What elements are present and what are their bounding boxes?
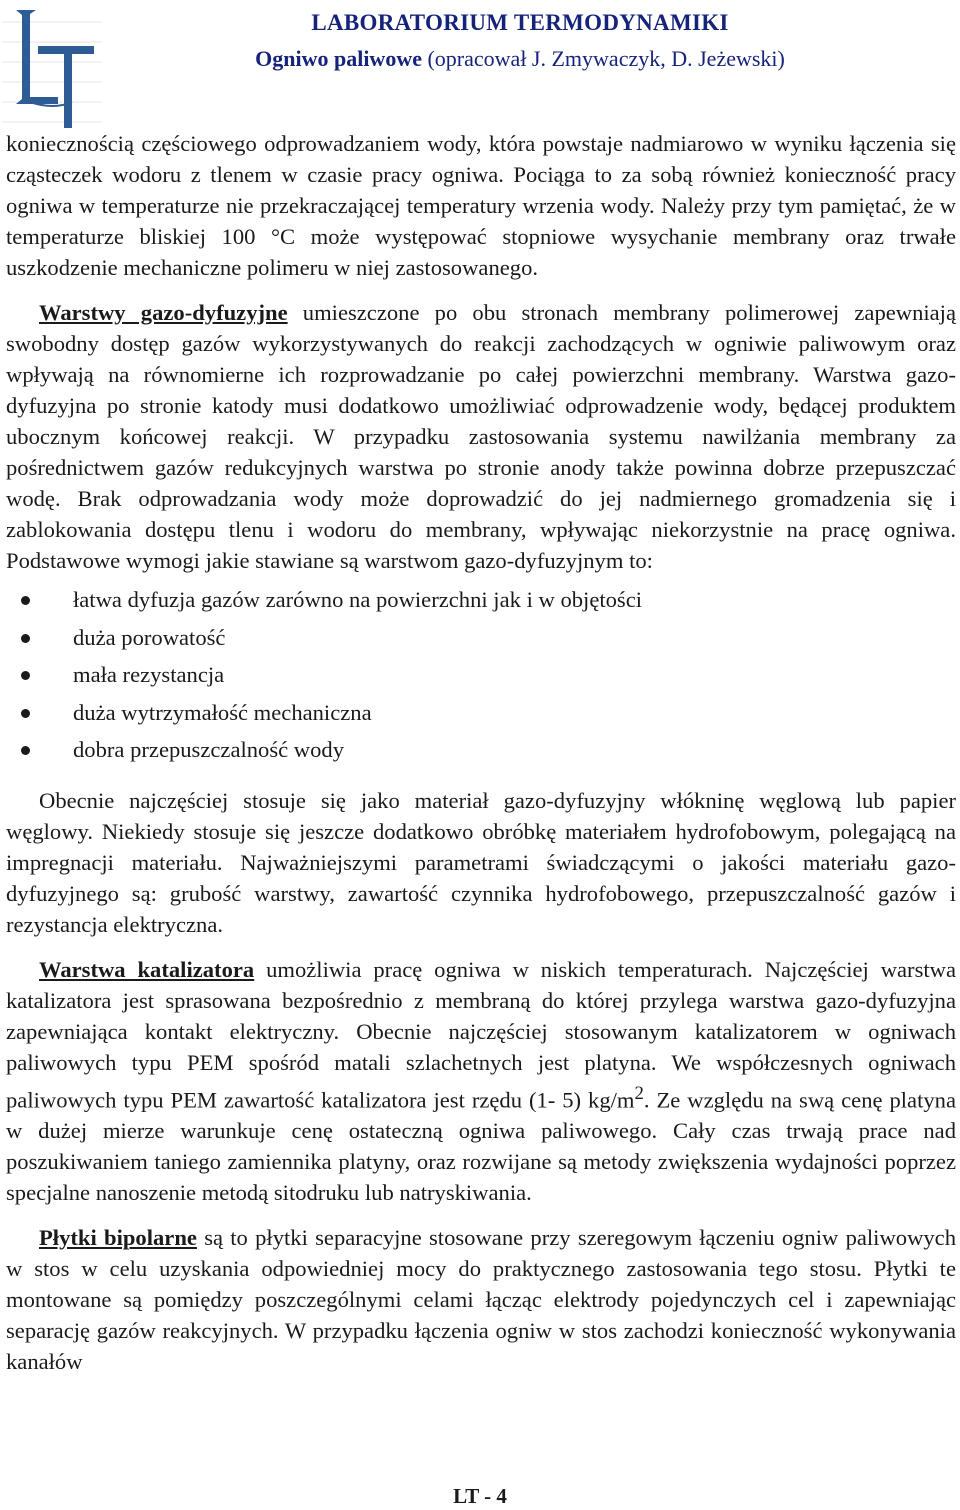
paragraph-gas-diffusion-text: umieszczone po obu stronach membrany polimerowej zapewniają swobodny dostęp gazów wykorzystywanych do reakcji zachodzących w ogniwie paliwowym oraz wpływają na równomierne ich rozprowadzanie po całej powierzchni membrany. Warstwa gazo-dyfuzyjna po stronie katody musi dodatkowo umożliwiać odprowadzenie wody, będącej produktem ubocznym końcowej reakcji. W przypadku zastosowania systemu nawilżania membrany za pośrednictwem gazów redukcyjnych warstwa po stronie anody także powinna dobrze przepuszczać wodę. Brak odprowadzania wody może doprowadzić do jej nadmiernego gromadzenia się i zablokowania dostępu tlenu i wodoru do membrany, wpływając niekorzystnie na pracę ogniwa. Podstawowe wymogi jakie stawiane są warstwom gazo-dyfuzyjnym to: bbox=[6, 300, 956, 573]
list-item-text: łatwa dyfuzja gazów zarówno na powierzchni jak i w objętości bbox=[73, 587, 643, 612]
header-subtitle bbox=[180, 44, 860, 74]
bullet-icon bbox=[21, 746, 30, 755]
list-item-text: duża wytrzymałość mechaniczna bbox=[73, 699, 372, 725]
paragraph-catalyst-text-b: . Ze względu na swą cenę platyna w dużej mierze warunkuje cenę ostateczną ogniwa paliwowego. Cały czas trwają prace nad poszukiwaniem taniego zamiennika platyny, oraz rozwijane są metody zwiększenia wydajności poprzez specjalne nanoszenie metodą sitodruku lub natryskiwania. bbox=[6, 1087, 956, 1206]
bullet-icon bbox=[21, 634, 30, 643]
page-number: LT - 4 bbox=[453, 1484, 507, 1508]
paragraph-catalyst-layer bbox=[6, 954, 956, 1209]
header-subtitle-authors: (opracował J. Zmywaczyk, D. Jeżewski) bbox=[421, 46, 785, 71]
header-title: LABORATORIUM TERMODYNAMIKI bbox=[311, 10, 729, 35]
list-item bbox=[6, 694, 956, 732]
bullet-icon bbox=[21, 709, 30, 718]
superscript-exponent: 2 bbox=[634, 1082, 644, 1104]
term-gas-diffusion-layers: Warstwy gazo-dyfuzyjne bbox=[39, 300, 288, 325]
list-item bbox=[6, 581, 956, 619]
list-item-text: mała rezystancja bbox=[73, 662, 225, 687]
bullet-icon bbox=[21, 596, 30, 605]
list-item-text: dobra przepuszczalność wody bbox=[73, 737, 345, 762]
paragraph-gas-diffusion-layers bbox=[6, 297, 956, 576]
paragraph-catalyst-text-a: umożliwia pracę ogniwa w niskich temperaturach. Najczęściej warstwa katalizatora jest sprasowana bezpośrednio z membraną do której przylega warstwa gazo-dyfuzyjna zapewniająca kontakt elektryczny. Obecnie najczęściej stosowanym katalizatorem w ogniwach paliwowych typu PEM spośród matali szlachetnych jest platyna. We współczesnych ogniwach paliwowych typu PEM zawartość katalizatora jest rzędu (1- 5) kg/m bbox=[6, 956, 957, 1113]
list-item bbox=[6, 731, 956, 769]
document-body bbox=[6, 128, 956, 1377]
list-item bbox=[6, 656, 956, 694]
list-item bbox=[6, 619, 956, 657]
list-item-text: duża porowatość bbox=[73, 624, 226, 650]
lt-logo-mark bbox=[2, 2, 102, 134]
paragraph-materials: Obecnie najczęściej stosuje się jako materiał gazo-dyfuzyjny włókninę węglową lub papier węglowy. Niekiedy stosuje się jeszcze dodatkowo obróbkę materiałem hydrofobowym, polegającą na impregnacji materiału. Najważniejszymi parametrami świadczącymi o jakości materiału gazo-dyfuzyjnego są: grubość warstwy, zawartość czynnika hydrofobowego, przepuszczalność gazów i rezystancja elektryczna. bbox=[6, 787, 956, 937]
header-subtitle-topic: Ogniwo paliwowe bbox=[255, 46, 422, 71]
bullet-icon bbox=[21, 671, 30, 680]
requirements-list bbox=[6, 581, 956, 769]
term-bipolar-plates: Płytki bipolarne bbox=[39, 1225, 197, 1251]
paragraph-bipolar-plates bbox=[6, 1222, 956, 1377]
paragraph-bipolar-text: są to płytki separacyjne stosowane przy szeregowym łączeniu ogniw paliwowych w stos w celu uzyskania odpowiedniej mocy do praktycznego zastosowania tego stosu. Płytki te montowane są pomiędzy poszczególnymi celami łącząc elektrody pojedynczych cel i zapewniając separację gazów reakcyjnych. W przypadku łączenia ogniw w stos zachodzi konieczność wykonywania kanałów bbox=[6, 1225, 957, 1375]
page-header bbox=[180, 8, 860, 74]
lt-logo bbox=[2, 2, 102, 134]
paragraph-membrane: koniecznością częściowego odprowadzaniem wody, która powstaje nadmiarowo w wyniku łączenia się cząsteczek wodoru z tlenem w czasie pracy ogniwa. Pociąga to za sobą również konieczność pracy ogniwa w temperaturze nie przekraczającej temperatury wrzenia wody. Należy przy tym pamiętać, że w temperaturze bliskiej 100 °C może występować stopniowe wysychanie membrany oraz trwałe uszkodzenie mechaniczne polimeru w niej zastosowanego. bbox=[6, 131, 956, 280]
term-catalyst-layer: Warstwa katalizatora bbox=[39, 956, 255, 982]
